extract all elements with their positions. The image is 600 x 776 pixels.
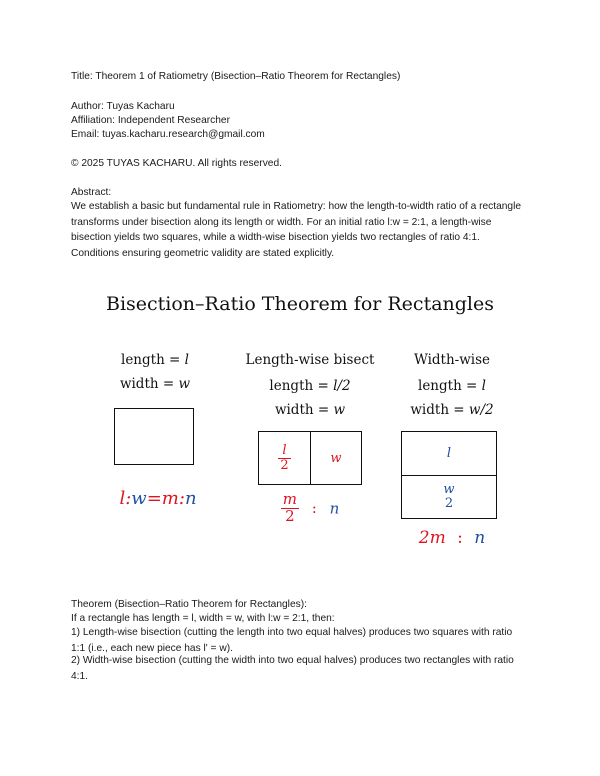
- figure-title: Bisection–Ratio Theorem for Rectangles: [105, 293, 494, 315]
- middle-width-label: width =: [274, 402, 330, 418]
- right-cell-top: [402, 432, 496, 475]
- left-rectangle: [114, 408, 194, 465]
- theorem-item-1: 1) Length-wise bisection (cutting the length into two equal halves) produces two squares with ratio 1:1 (i.e., each new piece has l' = w).: [71, 627, 513, 654]
- middle-ratio: [255, 492, 365, 525]
- right-cell-bottom-den: 2: [444, 496, 454, 511]
- abstract-text: We establish a basic but fundamental rule in Ratiometry: how the length-to-width ratio of a rectangle transforms under bisection along its length or width. For an initial ratio l:w = 2:1, a length-wise bisection yields two squares, while a width-wise bisection yields two rectangles of ratio 4:1. Conditions ensuring geometric validity are stated explicitly.: [71, 201, 522, 259]
- right-width-var: w/2: [468, 402, 494, 418]
- right-cell-bottom: [402, 476, 496, 518]
- left-ratio-colon2: :: [178, 488, 185, 509]
- left-ratio-eq: =: [146, 488, 162, 509]
- middle-ratio-den: 2: [285, 506, 295, 525]
- left-length-var: l: [184, 352, 189, 368]
- right-width-label: width =: [410, 402, 465, 418]
- right-heading: Width-wise: [413, 352, 491, 368]
- middle-ratio-n: n: [329, 499, 340, 518]
- right-ratio: [392, 528, 512, 548]
- middle-cell-left-den: 2: [280, 457, 289, 473]
- left-ratio-n: n: [184, 488, 197, 509]
- author-line: Author: Tuyas Kacharu: [71, 101, 175, 112]
- middle-length-var: l/2: [333, 378, 351, 394]
- right-length-var: l: [481, 378, 486, 394]
- right-cell-bottom-num: w: [443, 481, 455, 497]
- right-cell-bottom-fraction: [443, 483, 454, 512]
- right-cell-top-var: l: [446, 446, 452, 461]
- right-length-eq: [392, 378, 512, 394]
- right-length-label: length =: [418, 378, 478, 394]
- left-length-label: length =: [121, 352, 181, 368]
- left-ratio-w: w: [131, 488, 147, 509]
- left-ratio-colon1: :: [125, 488, 132, 509]
- middle-width-var: w: [333, 402, 346, 418]
- right-rectangle: [401, 431, 497, 519]
- left-width-label: width =: [119, 376, 175, 392]
- copyright-line: © 2025 TUYAS KACHARU. All rights reserved.: [71, 158, 282, 169]
- left-width-eq: [100, 376, 210, 392]
- middle-ratio-num: m: [282, 490, 297, 508]
- right-ratio-m: 2m: [418, 528, 446, 548]
- middle-width-eq: [240, 402, 380, 418]
- theorem-heading: Theorem (Bisection–Ratio Theorem for Rectangles):: [71, 599, 307, 610]
- email-line: Email: tuyas.kacharu.research@gmail.com: [71, 129, 265, 140]
- abstract-heading: Abstract:: [71, 187, 112, 198]
- right-ratio-n: n: [474, 528, 486, 548]
- affiliation-line: Affiliation: Independent Researcher: [71, 115, 230, 126]
- theorem-intro: If a rectangle has length = l, width = w, with l:w = 2:1, then:: [71, 613, 335, 624]
- middle-cell-left-num: l: [278, 444, 290, 459]
- left-ratio: [98, 488, 218, 509]
- middle-length-eq: [240, 378, 380, 394]
- left-ratio-l: l: [119, 488, 126, 509]
- middle-cell-left-fraction: [278, 444, 290, 472]
- right-ratio-colon: :: [457, 528, 463, 548]
- right-width-eq: [392, 402, 512, 418]
- middle-cell-right-var: w: [330, 450, 342, 466]
- paper-title: Title: Theorem 1 of Ratiometry (Bisection–Ratio Theorem for Rectangles): [71, 71, 401, 82]
- middle-cell-left: [259, 432, 310, 484]
- left-ratio-m: m: [161, 488, 179, 509]
- middle-ratio-fraction: [281, 492, 299, 525]
- middle-length-label: length =: [269, 378, 329, 394]
- middle-cell-right: [311, 432, 361, 484]
- middle-heading: Length-wise bisect: [245, 352, 375, 368]
- left-length-eq: [100, 352, 210, 368]
- middle-rectangle: [258, 431, 362, 485]
- middle-ratio-colon: :: [311, 499, 317, 518]
- left-width-var: w: [178, 376, 191, 392]
- theorem-item-2: 2) Width-wise bisection (cutting the width into two equal halves) produces two rectangles with ratio 4:1.: [71, 655, 514, 682]
